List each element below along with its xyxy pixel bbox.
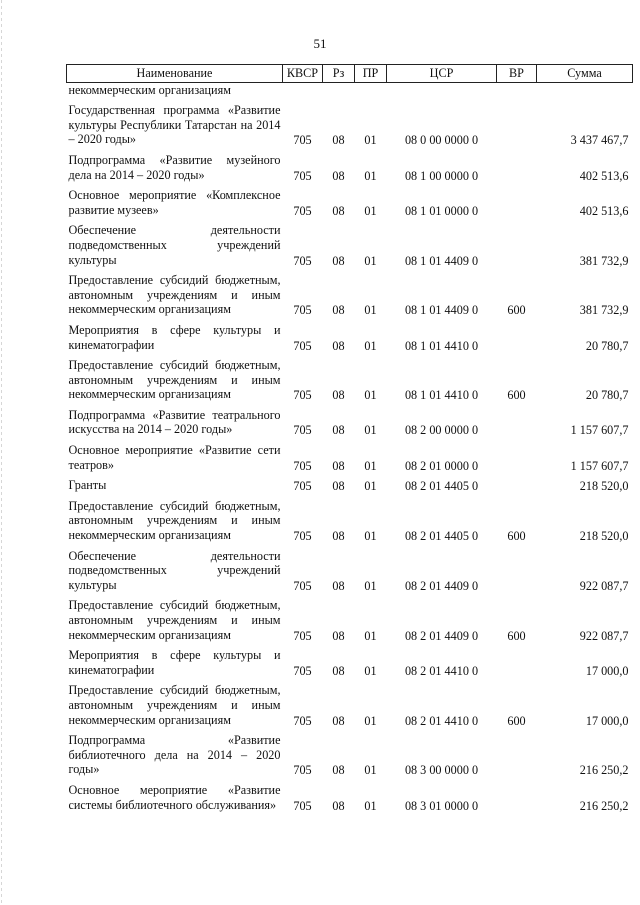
row-kvsr: 705 (293, 133, 312, 148)
row-pr: 01 (364, 303, 377, 318)
table-row (67, 353, 633, 403)
table-row (67, 98, 633, 148)
row-pr: 01 (364, 578, 377, 593)
row-pr: 01 (364, 763, 377, 778)
row-vr: 600 (507, 628, 526, 643)
row-rz: 08 (332, 203, 345, 218)
row-vr: 600 (507, 388, 526, 403)
row-pr: 01 (364, 458, 377, 473)
row-pr: 01 (364, 713, 377, 728)
row-vr (497, 473, 537, 494)
table-row (67, 778, 633, 813)
row-vr: 600 (507, 303, 526, 318)
row-csr: 08 2 00 0000 0 (404, 423, 479, 438)
row-csr: 08 2 01 4405 0 (404, 529, 479, 544)
row-csr: 08 1 01 4409 0 (404, 303, 479, 318)
header-name: Наименование (67, 65, 283, 83)
row-rz: 08 (332, 798, 345, 813)
row-csr: 08 2 01 4410 0 (404, 713, 479, 728)
row-name: Основное мероприятие «Комплексное развитие музеев» (68, 188, 281, 217)
row-pr: 01 (364, 663, 377, 678)
row-csr: 08 2 01 4409 0 (404, 628, 479, 643)
budget-table-container (66, 64, 632, 813)
row-vr (497, 403, 537, 438)
row-sum (537, 82, 633, 98)
row-kvsr: 705 (293, 578, 312, 593)
page-number: 51 (313, 36, 327, 51)
row-pr: 01 (364, 798, 377, 813)
table-row (67, 82, 633, 98)
table-row (67, 218, 633, 268)
row-vr: 600 (507, 713, 526, 728)
row-pr: 01 (364, 338, 377, 353)
row-kvsr: 705 (293, 798, 312, 813)
row-sum: 3 437 467,7 (570, 133, 629, 148)
header-csr: ЦСР (387, 65, 497, 83)
table-row (67, 318, 633, 353)
row-sum: 20 780,7 (585, 338, 629, 353)
row-name: Предоставление субсидий бюджетным, автономным учреждениям и иным некоммерческим организациям (68, 273, 281, 317)
header-pr: ПР (355, 65, 387, 83)
row-pr: 01 (364, 529, 377, 544)
row-vr (497, 318, 537, 353)
table-row (67, 728, 633, 778)
row-sum: 381 732,9 (579, 253, 629, 268)
row-vr (497, 218, 537, 268)
header-vr: ВР (497, 65, 537, 83)
table-row (67, 473, 633, 494)
table-row (67, 494, 633, 544)
row-rz: 08 (332, 628, 345, 643)
row-rz: 08 (332, 423, 345, 438)
row-sum: 17 000,0 (585, 663, 629, 678)
row-csr: 08 2 01 0000 0 (404, 458, 479, 473)
row-rz: 08 (332, 713, 345, 728)
row-rz: 08 (332, 663, 345, 678)
row-kvsr: 705 (293, 253, 312, 268)
table-row (67, 593, 633, 643)
row-name: Подпрограмма «Развитие музейного дела на 2014 – 2020 годы» (68, 152, 281, 182)
row-pr: 01 (364, 628, 377, 643)
table-row (67, 268, 633, 318)
row-vr (497, 438, 537, 473)
row-vr (497, 183, 537, 218)
row-name: Предоставление субсидий бюджетным, автономным учреждениям и иным некоммерческим организациям (68, 598, 281, 642)
header-rz: Рз (323, 65, 355, 83)
row-sum: 1 157 607,7 (570, 423, 629, 438)
row-csr: 08 3 00 0000 0 (404, 763, 479, 778)
row-kvsr: 705 (293, 663, 312, 678)
row-sum: 1 157 607,7 (570, 458, 629, 473)
row-name: Предоставление субсидий бюджетным, автономным учреждениям и иным некоммерческим организациям (68, 683, 281, 727)
row-rz: 08 (332, 253, 345, 268)
row-rz: 08 (332, 388, 345, 403)
row-kvsr: 705 (293, 628, 312, 643)
row-pr: 01 (364, 423, 377, 438)
row-pr: 01 (364, 133, 377, 148)
row-csr: 08 2 01 4405 0 (404, 479, 479, 494)
row-rz: 08 (332, 763, 345, 778)
table-row (67, 678, 633, 728)
table-header-row (67, 65, 633, 83)
budget-table (66, 64, 633, 813)
row-pr: 01 (364, 203, 377, 218)
row-csr: 08 1 00 0000 0 (404, 168, 479, 183)
scan-edge-mark (1, 0, 2, 905)
row-kvsr: 705 (293, 763, 312, 778)
row-vr: 600 (507, 529, 526, 544)
row-rz: 08 (332, 529, 345, 544)
row-name: Подпрограмма «Развитие театрального искусства на 2014 – 2020 годы» (68, 407, 281, 437)
row-kvsr: 705 (293, 203, 312, 218)
row-csr: 08 1 01 4409 0 (404, 253, 479, 268)
row-vr (497, 98, 537, 148)
table-row (67, 183, 633, 218)
row-kvsr: 705 (293, 303, 312, 318)
table-row (67, 643, 633, 678)
row-csr: 08 1 01 4410 0 (404, 388, 479, 403)
row-kvsr: 705 (293, 713, 312, 728)
row-name: Подпрограмма «Развитие библиотечного дела на 2014 – 2020 годы» (68, 733, 281, 777)
header-kvsr: КВСР (283, 65, 323, 83)
row-kvsr (283, 82, 323, 98)
row-rz: 08 (332, 168, 345, 183)
row-csr: 08 2 01 4409 0 (404, 578, 479, 593)
row-sum: 922 087,7 (579, 578, 629, 593)
row-pr (355, 82, 387, 98)
row-name: Предоставление субсидий бюджетным, автономным учреждениям и иным некоммерческим организациям (68, 498, 281, 543)
row-name: Мероприятия в сфере культуры и кинематографии (68, 648, 281, 677)
row-vr (497, 643, 537, 678)
row-name: Гранты (68, 478, 107, 493)
table-row (67, 544, 633, 594)
row-kvsr: 705 (293, 168, 312, 183)
row-csr: 08 0 00 0000 0 (404, 133, 479, 148)
row-sum: 20 780,7 (585, 388, 629, 403)
row-rz: 08 (332, 479, 345, 494)
row-csr: 08 3 01 0000 0 (404, 798, 479, 813)
row-sum: 402 513,6 (579, 203, 629, 218)
row-name: Обеспечение деятельности подведомственных учреждений культуры (68, 223, 281, 267)
row-csr: 08 2 01 4410 0 (404, 663, 479, 678)
row-kvsr: 705 (293, 388, 312, 403)
row-vr (497, 778, 537, 813)
row-kvsr: 705 (293, 338, 312, 353)
row-name: некоммерческим организациям (68, 82, 231, 97)
row-vr (497, 148, 537, 183)
row-sum: 922 087,7 (579, 628, 629, 643)
table-row (67, 403, 633, 438)
row-sum: 218 520,0 (579, 479, 629, 494)
row-csr (387, 82, 497, 98)
row-kvsr: 705 (293, 529, 312, 544)
header-sum: Сумма (537, 65, 633, 83)
row-sum: 218 520,0 (579, 529, 629, 544)
row-name: Мероприятия в сфере культуры и кинематографии (68, 322, 281, 352)
row-vr (497, 82, 537, 98)
table-body (67, 82, 633, 813)
table-row (67, 438, 633, 473)
row-pr: 01 (364, 388, 377, 403)
row-vr (497, 728, 537, 778)
row-sum: 402 513,6 (579, 168, 629, 183)
row-sum: 216 250,2 (579, 798, 629, 813)
row-name: Основное мероприятие «Развитие сети театров» (68, 443, 281, 472)
row-rz: 08 (332, 303, 345, 318)
row-sum: 381 732,9 (579, 303, 629, 318)
table-row (67, 148, 633, 183)
row-pr: 01 (364, 253, 377, 268)
row-csr: 08 1 01 0000 0 (404, 203, 479, 218)
row-rz (323, 82, 355, 98)
row-sum: 17 000,0 (585, 713, 629, 728)
row-kvsr: 705 (293, 458, 312, 473)
row-csr: 08 1 01 4410 0 (404, 338, 479, 353)
row-name: Предоставление субсидий бюджетным, автономным учреждениям и иным некоммерческим организациям (68, 358, 281, 402)
row-vr (497, 544, 537, 594)
row-rz: 08 (332, 133, 345, 148)
row-kvsr: 705 (293, 423, 312, 438)
row-rz: 08 (332, 458, 345, 473)
row-pr: 01 (364, 479, 377, 494)
row-pr: 01 (364, 168, 377, 183)
row-name: Государственная программа «Развитие культуры Республики Татарстан на 2014 – 2020 годы» (68, 103, 281, 147)
row-rz: 08 (332, 578, 345, 593)
row-rz: 08 (332, 338, 345, 353)
row-name: Основное мероприятие «Развитие системы библиотечного обслуживания» (68, 782, 281, 812)
row-name: Обеспечение деятельности подведомственных учреждений культуры (68, 548, 281, 592)
row-sum: 216 250,2 (579, 763, 629, 778)
row-kvsr: 705 (293, 479, 312, 494)
